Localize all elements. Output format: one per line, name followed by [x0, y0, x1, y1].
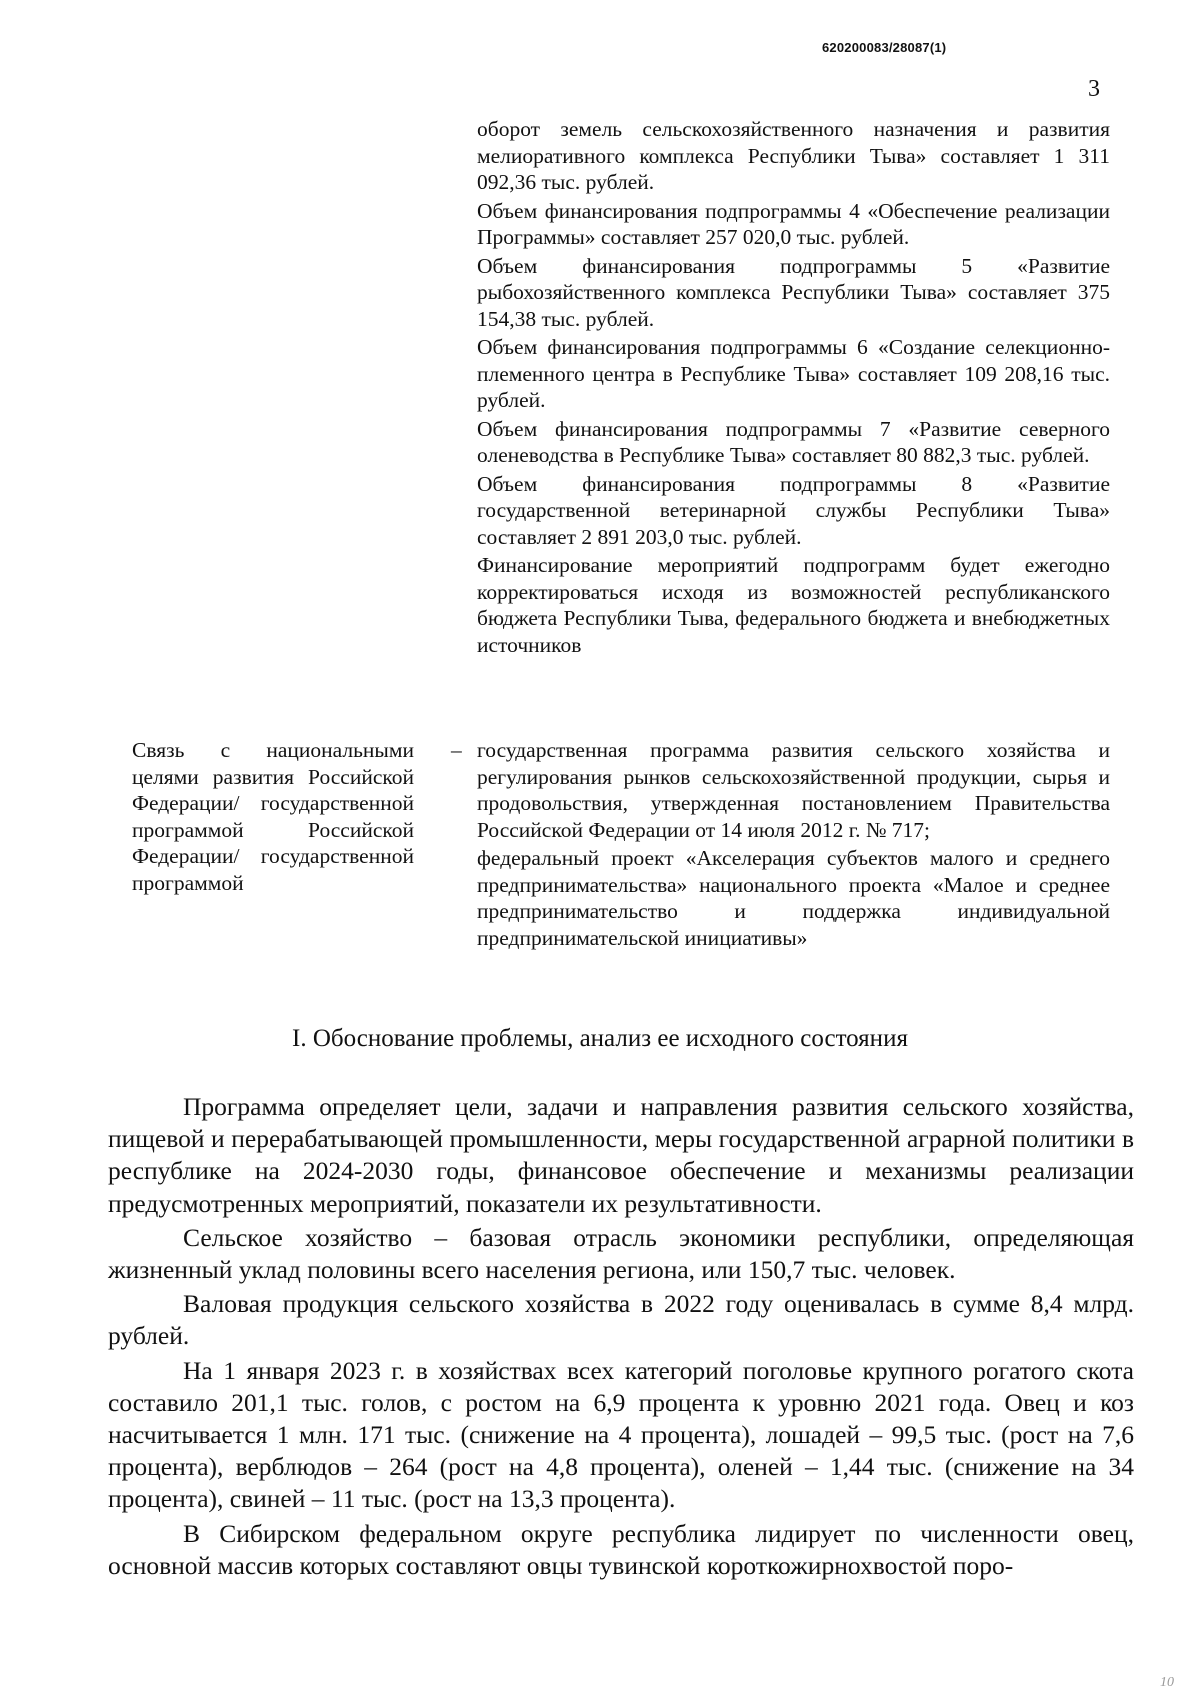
body-paragraph: На 1 января 2023 г. в хозяйствах всех категорий поголовье крупного рогатого скота составило 201,1 тыс. голов, с ростом на 6,9 процента к уровню 2021 года. Овец и коз насчитывается 1 млн. 171 тыс. (снижение на 4 процента), лошадей – 99,5 тыс. (рост на 7,6 процента), верблюдов – 264 (рост на 4,8 процента), оленей – 1,44 тыс. (снижение на 34 процента), свиней – 11 тыс. (рост на 13,3 процента).	[108, 1355, 1134, 1514]
section-heading: I. Обоснование проблемы, анализ ее исходного состояния	[292, 1025, 908, 1052]
corner-handwritten-mark: 10	[1160, 1675, 1174, 1690]
link-row-paragraph: федеральный проект «Акселерация субъектов малого и среднего предпринимательства» национального проекта «Малое и среднее предпринимательство и поддержка индивидуальной предпринимательской инициативы»	[477, 846, 1110, 950]
body-paragraph: Валовая продукция сельского хозяйства в 2022 году оценивалась в сумме 8,4 млрд. рублей.	[108, 1289, 1134, 1351]
passport-paragraph: Объем финансирования подпрограммы 6 «Создание селекционно-племенного центра в Республике Тыва» составляет 109 208,16 тыс. рублей.	[477, 335, 1110, 412]
document-registration-number: 620200083/28087(1)	[822, 40, 947, 55]
passport-paragraph: Финансирование мероприятий подпрограмм будет ежегодно корректироваться исходя из возможностей республиканского бюджета Республики Тыва, федерального бюджета и внебюджетных источников	[477, 553, 1110, 657]
passport-paragraph: Объем финансирования подпрограммы 4 «Обеспечение реализации Программы» составляет 257 020,0 тыс. рублей.	[477, 198, 1110, 249]
body-paragraph: Программа определяет цели, задачи и направления развития сельского хозяйства, пищевой и перерабатывающей промышленности, меры государственной аграрной политики в республике на 2024-2030 годы, финансовое обеспечение и механизмы реализации предусмотренных мероприятий, показатели их результативности.	[108, 1092, 1134, 1218]
link-row-value	[477, 737, 1110, 953]
passport-financing-block	[477, 116, 1110, 660]
passport-paragraph: оборот земель сельскохозяйственного назначения и развития мелиоративного комплекса Республики Тыва» составляет 1 311 092,36 тыс. рублей.	[477, 117, 1110, 194]
link-row-paragraph: государственная программа развития сельского хозяйства и регулирования рынков сельскохозяйственной продукции, сырья и продовольствия, утвержденная постановлением Правительства Российской Федерации от 14 июля 2012 г. № 717;	[477, 738, 1110, 842]
body-paragraph: Сельское хозяйство – базовая отрасль экономики республики, определяющая жизненный уклад половины всего населения региона, или 150,7 тыс. человек.	[108, 1222, 1134, 1285]
passport-paragraph: Объем финансирования подпрограммы 8 «Развитие государственной ветеринарной службы Республики Тыва» составляет 2 891 203,0 тыс. рублей.	[477, 471, 1110, 549]
passport-paragraph: Объем финансирования подпрограммы 7 «Развитие северного оленеводства в Республике Тыва» составляет 80 882,3 тыс. рублей.	[477, 416, 1110, 467]
passport-paragraph: Объем финансирования подпрограммы 5 «Развитие рыбохозяйственного комплекса Республики Тыва» составляет 375 154,38 тыс. рублей.	[477, 253, 1110, 331]
page-number: 3	[1088, 76, 1100, 102]
link-row-label: Связь с национальными целями развития Российской Федерации/ государственной программой Российской Федерации/ государственной программой	[132, 738, 414, 895]
link-row-dash: –	[451, 738, 462, 762]
section-body	[108, 1091, 1134, 1584]
body-paragraph: В Сибирском федеральном округе республика лидирует по численности овец, основной массив которых составляют овцы тувинской короткожирнохвостой поро-	[108, 1518, 1134, 1580]
